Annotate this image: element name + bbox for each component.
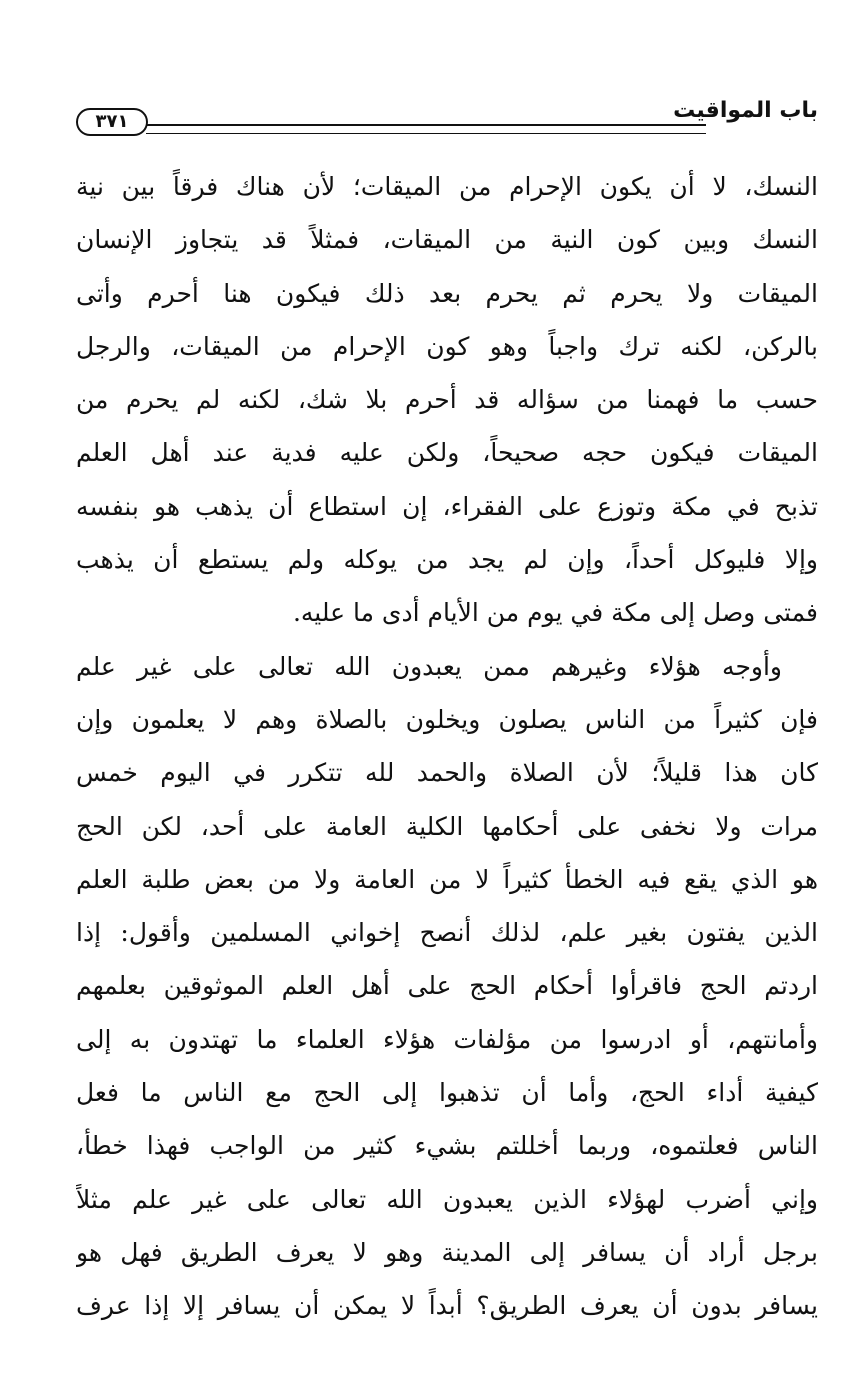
- text-line: كان هذا قليلاً؛ لأن الصلاة والحمد لله تتكرر في اليوم خمس: [76, 758, 818, 788]
- text-line: الذين يفتون بغير علم، لذلك أنصح إخواني المسلمين وأقول: إذا: [76, 918, 818, 948]
- paragraph-start-line: وأوجه هؤلاء وغيرهم ممن يعبدون الله تعالى على غير علم: [76, 651, 782, 681]
- text-line: الميقات ولا يحرم ثم يحرم بعد ذلك فيكون هنا أحرم وأتى: [76, 278, 818, 308]
- chapter-title: باب المواقيت: [673, 98, 818, 123]
- text-line: الناس فعلتموه، وربما أخللتم بشيء كثير من الواجب فهذا خطأ،: [76, 1131, 818, 1161]
- text-line: فإن كثيراً من الناس يصلون ويخلون بالصلاة وهم لا يعلمون وإن: [76, 704, 818, 734]
- page-header: [76, 96, 818, 142]
- text-line: وإني أضرب لهؤلاء الذين يعبدون الله تعالى على غير علم مثلاً: [76, 1184, 818, 1214]
- text-line: حسب ما فهمنا من سؤاله قد أحرم بلا شك، لكنه لم يحرم من: [76, 385, 818, 415]
- text-line: اردتم الحج فاقرأوا أحكام الحج على أهل العلم الموثوقين بعلمهم: [76, 971, 818, 1001]
- text-line: يسافر بدون أن يعرف الطريق؟ أبداً لا يمكن أن يسافر إلا إذا عرف: [76, 1291, 818, 1321]
- page-number-badge: ٣٧١: [76, 108, 148, 136]
- text-line: وأمانتهم، أو ادرسوا من مؤلفات هؤلاء العلماء ما تهتدون به إلى: [76, 1024, 818, 1054]
- text-line: كيفية أداء الحج، وأما أن تذهبوا إلى الحج مع الناس ما فعل: [76, 1078, 818, 1108]
- paragraph-end-line: فمتى وصل إلى مكة في يوم من الأيام أدى ما عليه.: [292, 598, 818, 628]
- text-line: النسك وبين كون النية من الميقات، فمثلاً قد يتجاوز الإنسان: [76, 225, 818, 255]
- text-line: النسك، لا أن يكون الإحرام من الميقات؛ لأن هناك فرقاً بين نية: [76, 172, 818, 201]
- text-line: بالركن، لكنه ترك واجباً وهو كون الإحرام من الميقات، والرجل: [76, 331, 818, 361]
- text-line: هو الذي يقع فيه الخطأ كثيراً لا من العامة ولا من بعض طلبة العلم: [76, 864, 818, 894]
- text-line: الميقات فيكون حجه صحيحاً، ولكن عليه فدية عند أهل العلم: [76, 438, 818, 468]
- text-line: تذبح في مكة وتوزع على الفقراء، إن استطاع أن يذهب هو بنفسه: [76, 491, 818, 521]
- header-rule: [146, 124, 706, 134]
- text-line: برجل أراد أن يسافر إلى المدينة وهو لا يعرف الطريق فهل هو: [76, 1237, 818, 1267]
- text-line: مرات ولا نخفى على أحكامها الكلية العامة على أحد، لكن الحج: [76, 811, 818, 841]
- page-body: [76, 160, 818, 1333]
- text-line: وإلا فليوكل أحداً، وإن لم يجد من يوكله ولم يستطع أن يذهب: [76, 545, 818, 575]
